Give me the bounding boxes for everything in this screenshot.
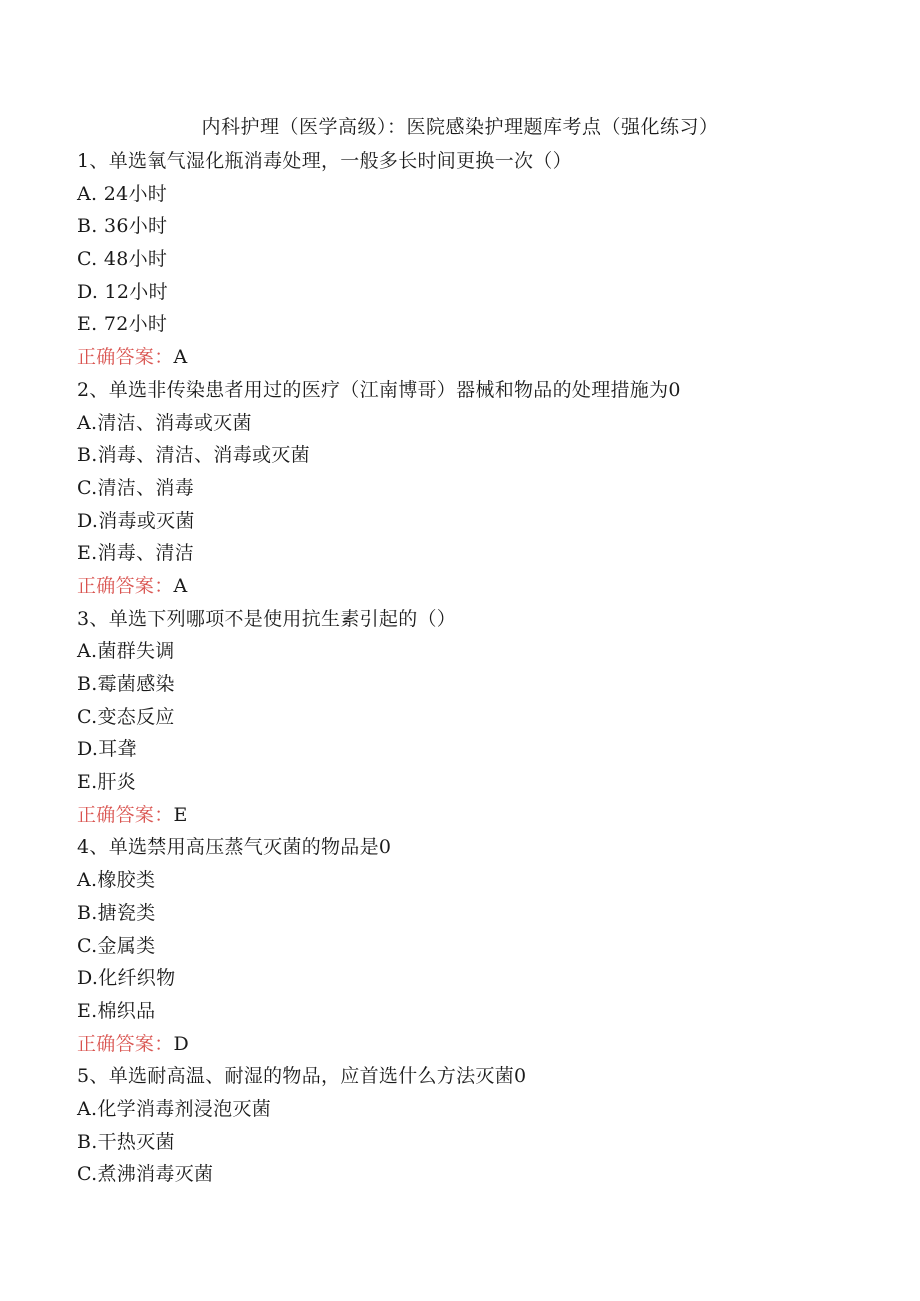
option-e: E. 72小时 bbox=[77, 313, 168, 336]
correct-answer bbox=[77, 570, 877, 603]
question-list bbox=[77, 145, 877, 1191]
option-c: C.金属类 bbox=[77, 934, 156, 957]
option-c: C. 48小时 bbox=[77, 248, 168, 271]
question-stem: 4、单选禁用高压蒸气灭菌的物品是0 bbox=[77, 836, 392, 859]
option-d: D. 12小时 bbox=[77, 280, 168, 303]
question-stem: 2、单选非传染患者用过的医疗（江南博哥）器械和物品的处理措施为0 bbox=[77, 378, 681, 401]
answer-label: 正确答案： bbox=[77, 574, 174, 597]
option-b: B.干热灭菌 bbox=[77, 1130, 175, 1153]
option-e: E.肝炎 bbox=[77, 771, 137, 794]
answer-value: D bbox=[173, 1032, 190, 1055]
option-a: A.清洁、消毒或灭菌 bbox=[77, 411, 252, 434]
question-stem: 3、单选下列哪项不是使用抗生素引起的（） bbox=[77, 607, 457, 630]
option-d: D.耳聋 bbox=[77, 738, 137, 761]
answer-label: 正确答案： bbox=[77, 1032, 174, 1055]
answer-value: A bbox=[173, 574, 188, 597]
option-c: C.变态反应 bbox=[77, 705, 175, 728]
option-d: D.消毒或灭菌 bbox=[77, 509, 195, 532]
correct-answer bbox=[77, 799, 877, 832]
answer-label: 正确答案： bbox=[77, 346, 174, 369]
answer-value: E bbox=[173, 803, 188, 826]
question-stem: 1、单选氧气湿化瓶消毒处理，一般多长时间更换一次（） bbox=[77, 150, 572, 172]
option-a: A.菌群失调 bbox=[77, 640, 175, 663]
correct-answer bbox=[77, 341, 877, 374]
correct-answer bbox=[77, 1028, 877, 1061]
option-b: B.搪瓷类 bbox=[77, 901, 156, 924]
option-c: C.煮沸消毒灭菌 bbox=[77, 1163, 214, 1186]
document-title: 内科护理（医学高级）：医院感染护理题库考点（强化练习） bbox=[201, 116, 719, 138]
option-d: D.化纤织物 bbox=[77, 967, 176, 990]
option-c: C.清洁、消毒 bbox=[77, 476, 195, 499]
option-a: A.橡胶类 bbox=[77, 869, 156, 892]
option-a: A. 24小时 bbox=[77, 182, 168, 205]
option-b: B.霉菌感染 bbox=[77, 673, 175, 695]
option-b: B.消毒、清洁、消毒或灭菌 bbox=[77, 444, 310, 467]
option-e: E.棉织品 bbox=[77, 999, 156, 1022]
option-b: B. 36小时 bbox=[77, 215, 168, 238]
answer-value: A bbox=[173, 346, 188, 369]
question-stem: 5、单选耐高温、耐湿的物品，应首选什么方法灭菌0 bbox=[77, 1065, 527, 1088]
option-e: E.消毒、清洁 bbox=[77, 542, 195, 565]
option-a: A.化学消毒剂浸泡灭菌 bbox=[77, 1097, 272, 1120]
answer-label: 正确答案： bbox=[77, 803, 174, 826]
